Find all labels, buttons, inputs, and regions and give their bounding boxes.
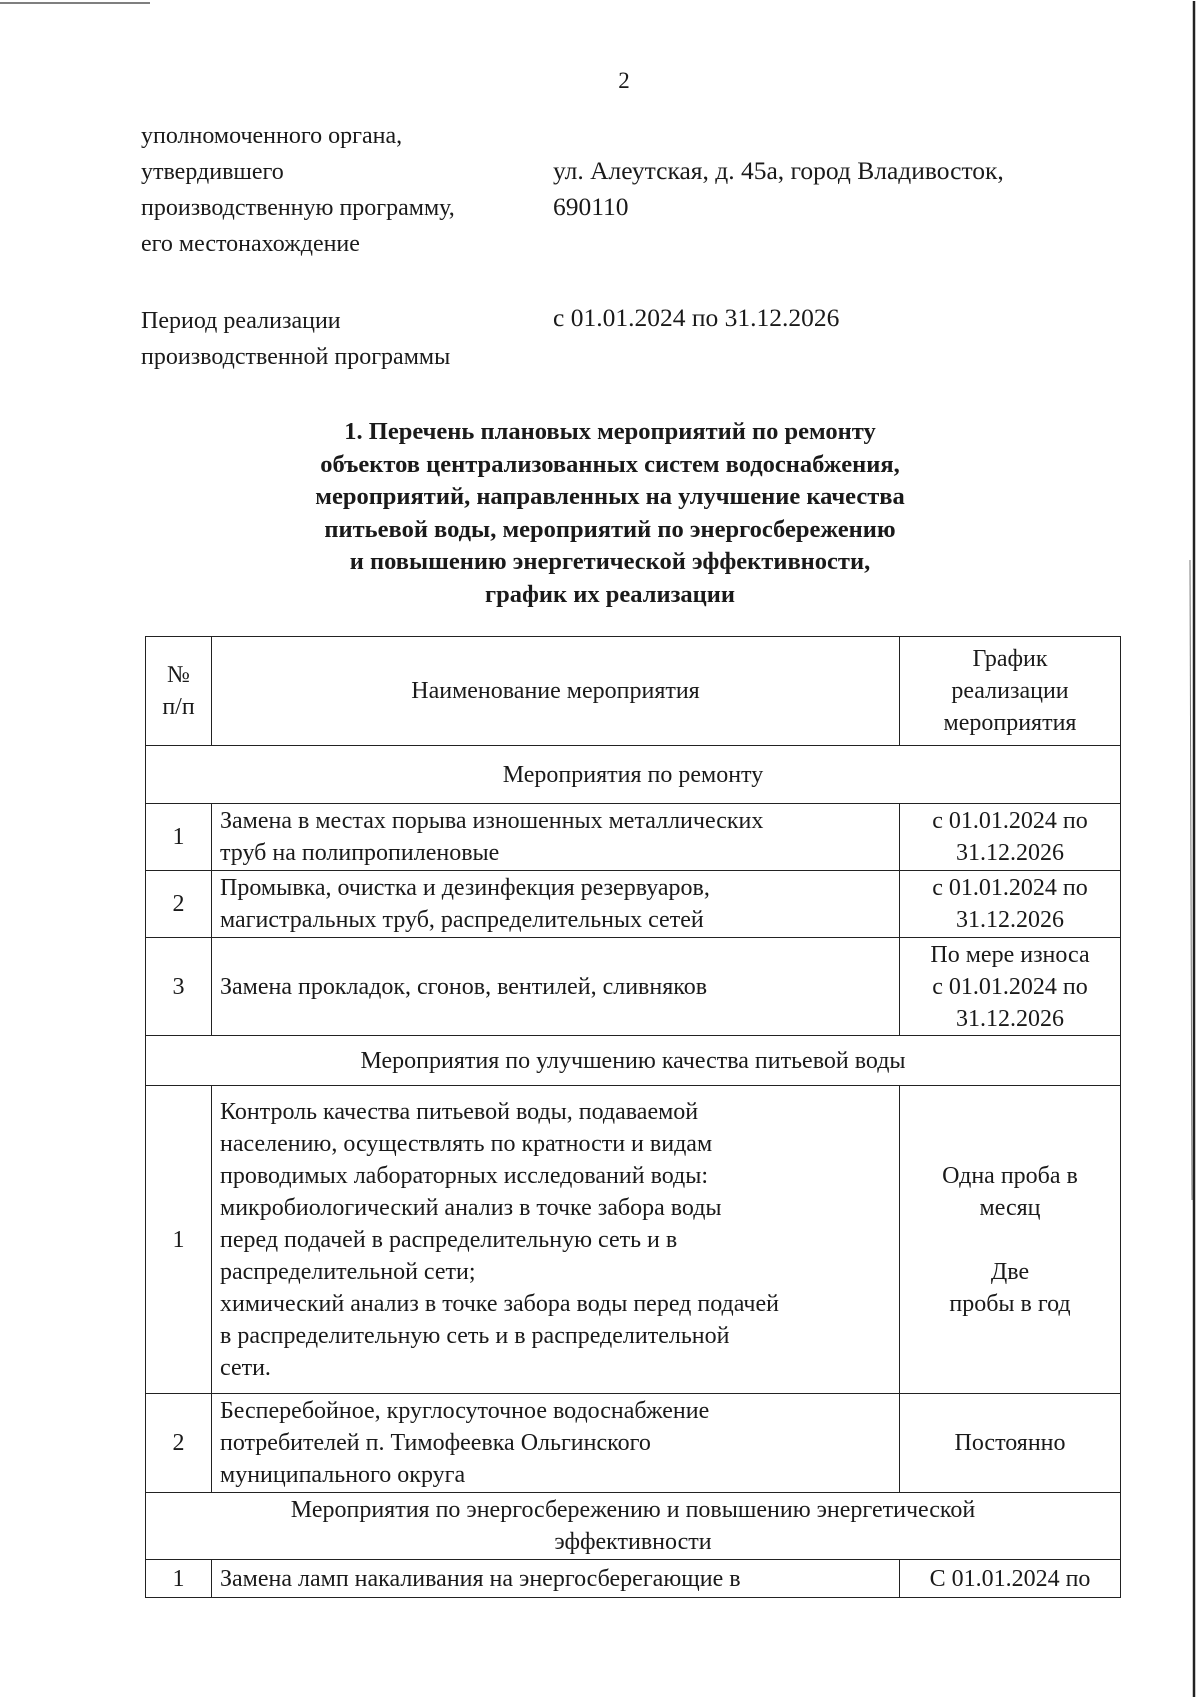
row-number: 1 bbox=[146, 1086, 212, 1394]
row-name-line: химический анализ в точке забора воды перед подачей bbox=[220, 1290, 779, 1317]
period-label-line: производственной программы bbox=[141, 344, 451, 370]
row-schedule-line: С 01.01.2024 по bbox=[929, 1565, 1091, 1592]
row-name-line: Замена в местах порыва изношенных металлических bbox=[220, 808, 764, 834]
header-name: Наименование мероприятия bbox=[212, 637, 900, 746]
row-number: 2 bbox=[146, 1394, 212, 1493]
table-row bbox=[146, 1560, 1121, 1598]
authority-label-line: его местонахождение bbox=[141, 231, 360, 257]
row-number: 3 bbox=[146, 938, 212, 1036]
section-title-line: мероприятий, направленных на улучшение качества bbox=[315, 483, 905, 510]
authority-label-line: утвердившего bbox=[141, 159, 284, 185]
group-title-line: Мероприятия по энергосбережению и повышению энергетической bbox=[290, 1497, 976, 1523]
row-name-line: Замена ламп накаливания на энергосберегающие в bbox=[220, 1565, 741, 1592]
row-schedule-line: с 01.01.2024 по bbox=[932, 875, 1088, 901]
events-table bbox=[145, 636, 1121, 1598]
row-name-line: распределительной сети; bbox=[220, 1258, 476, 1285]
authority-address-line: 690110 bbox=[553, 192, 629, 221]
header-number-line: № bbox=[167, 662, 190, 688]
header-schedule bbox=[900, 637, 1121, 746]
row-schedule bbox=[900, 1086, 1121, 1394]
row-name-line: Бесперебойное, круглосуточное водоснабжение bbox=[220, 1398, 710, 1424]
row-name-line: в распределительную сеть и в распределительной bbox=[220, 1322, 730, 1349]
row-schedule bbox=[900, 1394, 1121, 1493]
row-name bbox=[212, 871, 900, 938]
row-name bbox=[212, 938, 900, 1036]
row-name bbox=[212, 804, 900, 871]
table-row bbox=[146, 938, 1121, 1036]
row-schedule-gap bbox=[904, 1224, 1116, 1256]
row-name-line: сети. bbox=[220, 1354, 271, 1381]
row-name-line: перед подачей в распределительную сеть и в bbox=[220, 1226, 678, 1253]
group-title-energy bbox=[146, 1493, 1121, 1560]
authority-address-line: ул. Алеутская, д. 45а, город Владивосток, bbox=[553, 156, 1004, 185]
row-number: 1 bbox=[146, 804, 212, 871]
authority-label-line: уполномоченного органа, bbox=[141, 123, 403, 149]
row-schedule-line: 31.12.2026 bbox=[956, 840, 1064, 866]
table-header-row bbox=[146, 637, 1121, 746]
section-title-line: график их реализации bbox=[484, 580, 736, 608]
section-title-line: питьевой воды, мероприятий по энергосбережению bbox=[324, 515, 896, 543]
period-label bbox=[141, 303, 541, 375]
row-schedule-line: с 01.01.2024 по bbox=[932, 808, 1088, 834]
table-row bbox=[146, 1394, 1121, 1493]
section-title-line: 1. Перечень плановых мероприятий по ремонту bbox=[344, 418, 876, 445]
row-schedule-line: месяц bbox=[979, 1194, 1041, 1221]
header-schedule-line: График bbox=[972, 646, 1048, 672]
row-schedule-line: с 01.01.2024 по bbox=[932, 973, 1088, 1000]
authority-label-line: производственную программу, bbox=[141, 195, 455, 221]
header-number-line: п/п bbox=[162, 694, 195, 720]
row-name-line: населению, осуществлять по кратности и видам bbox=[220, 1130, 713, 1157]
row-schedule-line: Две bbox=[990, 1258, 1030, 1285]
period-value bbox=[553, 300, 1093, 336]
group-title-repair: Мероприятия по ремонту bbox=[146, 746, 1121, 804]
table-row bbox=[146, 804, 1121, 871]
group-title-line: эффективности bbox=[554, 1529, 712, 1555]
table-row bbox=[146, 1086, 1121, 1394]
group-title-water-quality: Мероприятия по улучшению качества питьевой воды bbox=[146, 1036, 1121, 1086]
authority-address bbox=[553, 153, 1093, 225]
row-name bbox=[212, 1394, 900, 1493]
group-header-row bbox=[146, 1493, 1121, 1560]
header-schedule-line: мероприятия bbox=[943, 710, 1077, 736]
row-schedule bbox=[900, 938, 1121, 1036]
page-number: 2 bbox=[618, 68, 630, 93]
period-label-line: Период реализации bbox=[141, 308, 341, 334]
row-name-line: проводимых лабораторных исследований воды: bbox=[220, 1162, 709, 1189]
row-schedule-line: 31.12.2026 bbox=[956, 1005, 1064, 1032]
row-schedule-line: пробы в год bbox=[949, 1290, 1071, 1317]
row-schedule bbox=[900, 871, 1121, 938]
table-row bbox=[146, 871, 1121, 938]
row-number: 2 bbox=[146, 871, 212, 938]
row-name-line: магистральных труб, распределительных сетей bbox=[220, 907, 704, 933]
authority-label bbox=[141, 118, 541, 262]
section-title-line: и повышению энергетической эффективности, bbox=[349, 548, 871, 575]
row-name-line: Промывка, очистка и дезинфекция резервуаров, bbox=[220, 875, 710, 901]
row-number: 1 bbox=[146, 1560, 212, 1598]
row-name-line: Контроль качества питьевой воды, подаваемой bbox=[220, 1098, 699, 1125]
row-name bbox=[212, 1086, 900, 1394]
period-value-line: с 01.01.2024 по 31.12.2026 bbox=[553, 303, 840, 332]
row-name-line: Замена прокладок, сгонов, вентилей, сливняков bbox=[220, 973, 708, 1000]
row-name-line: муниципального округа bbox=[220, 1462, 466, 1488]
row-name-line: труб на полипропиленовые bbox=[220, 840, 500, 866]
row-schedule-line: 31.12.2026 bbox=[956, 907, 1064, 933]
row-name bbox=[212, 1560, 900, 1598]
row-schedule bbox=[900, 1560, 1121, 1598]
row-schedule-line: Одна проба в bbox=[942, 1162, 1078, 1189]
header-number bbox=[146, 637, 212, 746]
group-header-row bbox=[146, 1036, 1121, 1086]
section-title-line: объектов централизованных систем водоснабжения, bbox=[320, 450, 900, 478]
row-schedule-line: По мере износа bbox=[930, 941, 1090, 968]
row-name-line: потребителей п. Тимофеевка Ольгинского bbox=[220, 1430, 651, 1456]
header-schedule-line: реализации bbox=[951, 678, 1069, 704]
section-title bbox=[230, 416, 990, 611]
row-schedule bbox=[900, 804, 1121, 871]
row-schedule-line: Постоянно bbox=[954, 1430, 1066, 1456]
group-header-row bbox=[146, 746, 1121, 804]
row-name-line: микробиологический анализ в точке забора воды bbox=[220, 1194, 722, 1221]
